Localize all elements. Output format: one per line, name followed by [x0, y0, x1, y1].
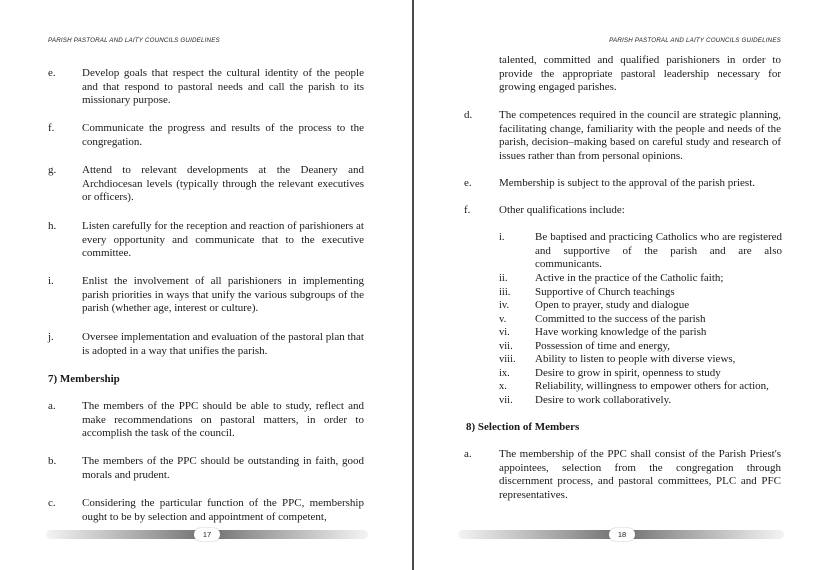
item-marker: d. [464, 109, 473, 121]
item-marker: a. [48, 400, 56, 412]
item-marker: i. [48, 275, 54, 287]
item-text: talented, committed and qualified parishioners in order to provide the appropriate pastoral leadership necessary for growing engaged parishes. [499, 54, 781, 93]
item-marker: x. [499, 381, 507, 392]
item-text: The membership of the PPC shall consist of the Parish Priest's appointees, selection from the congregation through discernment process, and pastoral committees, PLC and PFC representatives. [499, 448, 781, 501]
item-marker: vi. [499, 327, 510, 338]
item-text: Active in the practice of the Catholic faith; [535, 272, 724, 284]
item-marker: f. [48, 122, 55, 134]
item-marker: iv. [499, 300, 510, 311]
item-text: Ability to listen to people with diverse views, [535, 353, 736, 365]
section-heading-membership: 7) Membership [48, 373, 120, 385]
item-marker: a. [464, 448, 472, 460]
section-heading-selection: 8) Selection of Members [466, 421, 580, 433]
item-marker: v. [499, 313, 507, 325]
item-text: Supportive of Church teachings [535, 285, 675, 298]
page-number: 17 [194, 528, 220, 541]
item-marker: vii. [499, 340, 513, 352]
item-marker: h. [48, 220, 57, 232]
item-marker: j. [48, 331, 54, 343]
item-text: Develop goals that respect the cultural identity of the people and that respond to pastoral needs and call the parish to its missionary purpose. [82, 67, 364, 106]
item-text: Membership is subject to the approval of the parish priest. [499, 177, 755, 189]
item-marker: ii. [499, 273, 508, 284]
item-marker: b. [48, 455, 57, 467]
item-text: Desire to work collaboratively. [535, 393, 672, 406]
left-page [0, 0, 412, 570]
item-text: Considering the particular function of the PPC, membership ought to be by selection and appointment of competent, [82, 497, 364, 523]
item-marker: e. [48, 67, 56, 79]
page-number: 18 [609, 528, 635, 541]
item-text: Enlist the involvement of all parishioners in implementing parish priorities in ways that unify the various subgroups of the parish (whether age, interest or culture). [82, 275, 364, 314]
item-text: The members of the PPC should be outstanding in faith, good morals and prudent. [82, 455, 364, 481]
right-page [414, 0, 825, 570]
item-text: The members of the PPC should be able to study, reflect and make recommendations on pastoral matters, in order to accomplish the task of the council. [82, 400, 364, 439]
item-text: Reliability, willingness to empower others for action, [535, 380, 769, 392]
item-marker: c. [48, 497, 56, 509]
item-marker: g. [48, 164, 57, 176]
item-text: Be baptised and practicing Catholics who are registered and supportive of the parish and are also communicants. [535, 231, 782, 270]
item-marker: i. [499, 232, 505, 243]
item-text: Committed to the success of the parish [535, 312, 706, 325]
item-text: Communicate the progress and results of the process to the congregation. [82, 122, 364, 148]
item-marker: f. [464, 204, 471, 216]
item-text: Open to prayer, study and dialogue [535, 299, 690, 311]
item-text: Listen carefully for the reception and reaction of parishioners at every opportunity and communicate that to the executive committee. [82, 220, 364, 259]
running-head: PARISH PASTORAL AND LAITY COUNCILS GUIDELINES [609, 37, 781, 44]
item-marker: vii. [499, 394, 513, 406]
item-text: The competences required in the council are strategic planning, facilitating change, familiarity with the people and needs of the parish, decision–making based on careful study and research of issues rather than from personal opinions. [499, 109, 781, 162]
running-head: PARISH PASTORAL AND LAITY COUNCILS GUIDELINES [48, 37, 220, 44]
item-text: Other qualifications include: [499, 204, 625, 216]
item-marker: iii. [499, 286, 511, 298]
item-text: Have working knowledge of the parish [535, 326, 707, 338]
item-text: Oversee implementation and evaluation of the pastoral plan that is adopted in a way that unifies the parish. [82, 331, 364, 357]
item-text: Desire to grow in spirit, openness to study [535, 366, 721, 379]
item-marker: e. [464, 177, 472, 189]
item-marker: ix. [499, 367, 510, 379]
item-marker: viii. [499, 354, 516, 365]
item-text: Possession of time and energy, [535, 339, 671, 352]
item-text: Attend to relevant developments at the Deanery and Archdiocesan levels (typically through the relevant executives or officers). [82, 164, 364, 203]
